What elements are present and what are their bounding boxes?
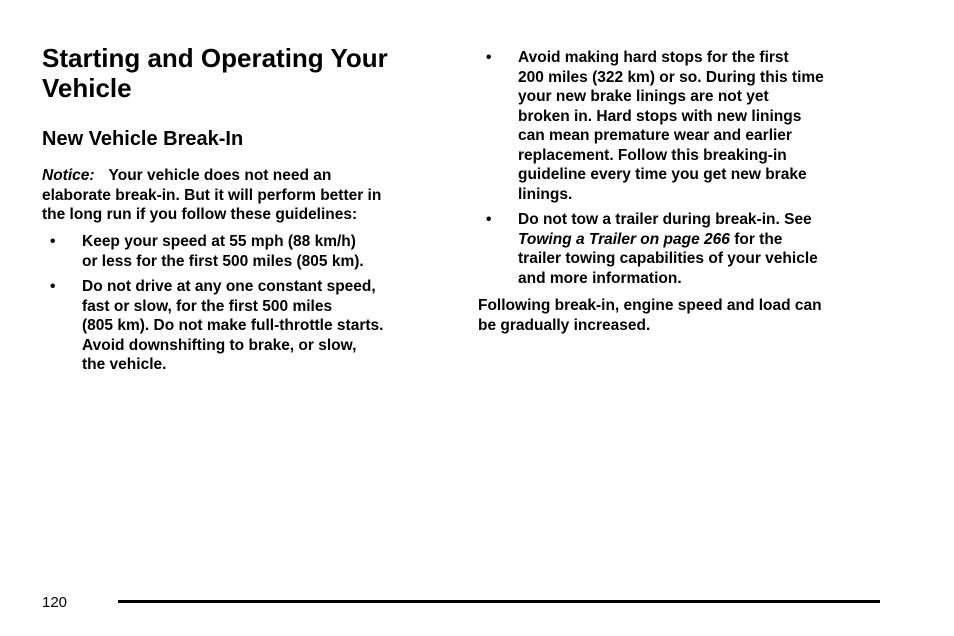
bullet-line: for the (729, 230, 783, 248)
bullet-line: Keep your speed at 55 mph (88 km/h) (82, 233, 356, 250)
bullet-line: 200 miles (322 km) or so. During this time (518, 68, 824, 86)
closing-paragraph (478, 296, 888, 335)
bullet-line: Avoid downshifting to brake, or slow, (82, 336, 357, 354)
notice-paragraph (42, 166, 442, 225)
bullet-line: broken in. Hard stops with new linings (518, 107, 802, 125)
page-title: Starting and Operating Your Vehicle (42, 43, 388, 103)
bullet-line: linings. (518, 185, 573, 203)
closing-line-2: be gradually increased. (478, 316, 651, 334)
bullet-line: Do not tow a trailer during break-in. See (518, 211, 812, 228)
bullet-line: can mean premature wear and earlier (518, 127, 792, 144)
bullet-icon: • (486, 49, 492, 66)
bullet-line: or less for the first 500 miles (805 km). (82, 252, 364, 270)
bullet-line: Do not drive at any one constant speed, (82, 278, 376, 295)
notice-label: Notice: (42, 167, 95, 184)
section-heading: New Vehicle Break-In (42, 128, 244, 150)
footer-rule (118, 600, 880, 603)
page-number: 120 (42, 594, 68, 611)
notice-line-2: elaborate break-in. But it will perform better in (42, 186, 382, 204)
cross-reference-link[interactable]: Towing a Trailer on page 266 (518, 230, 730, 248)
closing-line-1: Following break-in, engine speed and load can (478, 297, 822, 314)
bullet-line: replacement. Follow this breaking-in (518, 146, 787, 164)
notice-line-3: the long run if you follow these guidelines: (42, 206, 358, 223)
bullet-icon: • (50, 278, 56, 295)
bullet-line: fast or slow, for the first 500 miles (82, 297, 333, 315)
notice-line-1: Your vehicle does not need an (108, 167, 332, 184)
bullet-line: Avoid making hard stops for the first (518, 49, 789, 66)
bullet-line: your new brake linings are not yet (518, 88, 769, 105)
bullet-icon: • (50, 233, 56, 250)
bullet-line: and more information. (518, 269, 682, 287)
bullet-line: guideline every time you get new brake (518, 166, 807, 183)
bullet-line: the vehicle. (82, 356, 167, 373)
bullet-line: trailer towing capabilities of your vehicle (518, 250, 818, 267)
bullet-line: (805 km). Do not make full-throttle starts. (82, 317, 384, 334)
bullet-icon: • (486, 211, 492, 228)
